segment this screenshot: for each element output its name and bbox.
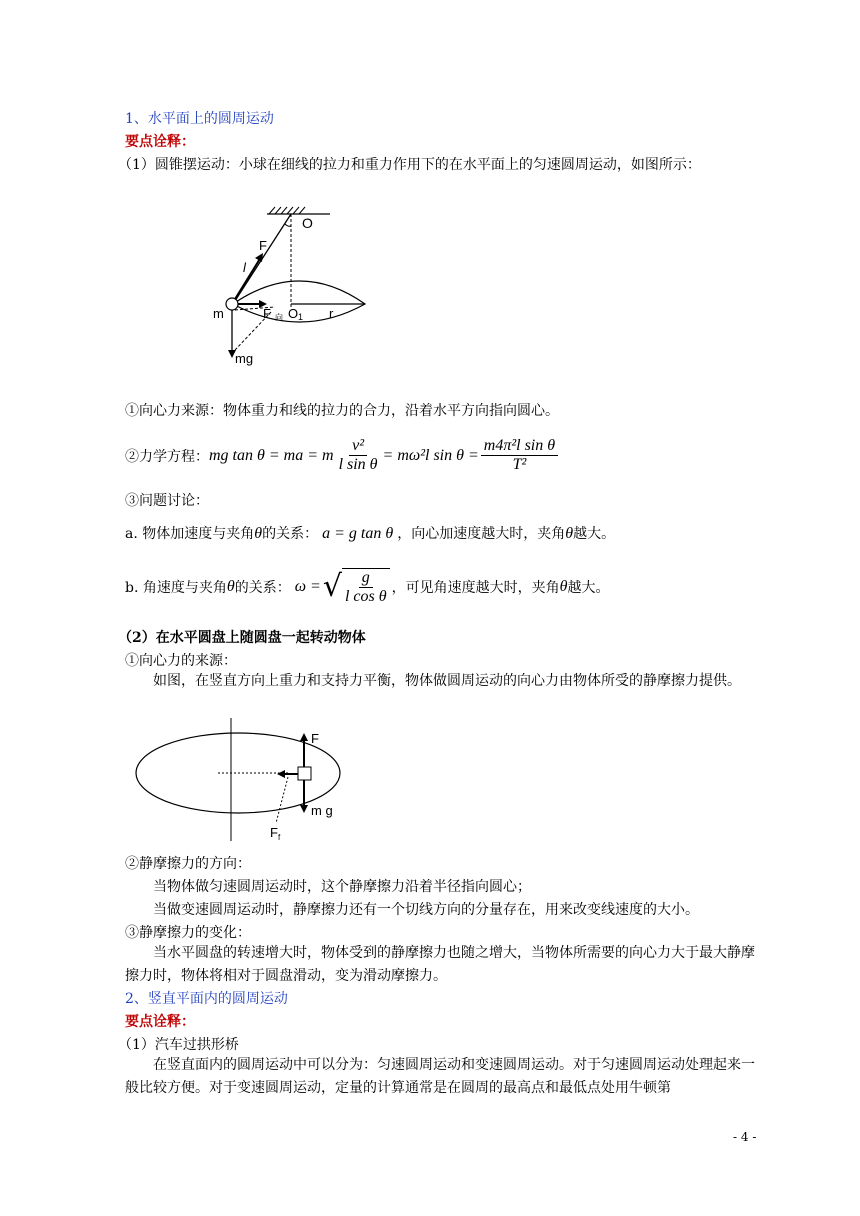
discussion-a-end: 越大。 <box>573 526 616 542</box>
fraction-omega <box>342 568 390 606</box>
fraction-v2-den: l sin θ <box>338 456 378 473</box>
change-heading: ③静摩擦力的变化： <box>125 925 251 941</box>
theta-symbol: θ <box>226 578 235 595</box>
label-r: r <box>329 306 334 321</box>
fraction-v2-num: v² <box>349 437 367 456</box>
label-Fn: F <box>263 306 271 321</box>
discussion-b-pre: b. 角速度与夹角 <box>125 580 227 596</box>
discussion-a-pre: a. 物体加速度与夹角 <box>125 526 255 542</box>
rotating-disk-diagram <box>130 715 350 845</box>
label-O1: O <box>288 306 299 321</box>
section-title-2: 2、竖直平面内的圆周运动 <box>125 991 288 1007</box>
fraction-period-num: m4π²l sin θ <box>481 437 558 456</box>
mechanics-equation <box>125 437 560 474</box>
vertical-motion-paragraph: 在竖直面内的圆周运动中可以分为：匀速圆周运动和变速圆周运动。对于匀速圆周运动处理起来一般比较方便。对于变速圆周运动，定量的计算通常是在圆周的最高点和最低点处用牛顿第 <box>125 1057 755 1096</box>
label-Ff: F <box>270 825 278 840</box>
change-paragraph: 当水平圆盘的转速增大时，物体受到的静摩擦力也随之增大，当物体所需要的向心力大于最大静摩擦力时，物体将相对于圆盘滑动，变为滑动摩擦力。 <box>125 945 755 984</box>
label-O: O <box>302 215 313 231</box>
label-mg-disk: m g <box>311 803 333 818</box>
direction-uniform: 当物体做匀速圆周运动时，这个静摩擦力沿着半径指向圆心； <box>153 879 531 895</box>
fraction-period <box>481 437 558 474</box>
theta-symbol: θ <box>565 525 574 542</box>
theta-symbol: θ <box>559 578 568 595</box>
label-F-disk: F <box>311 731 319 746</box>
item-rotating-disk: （2）在水平圆盘上随圆盘一起转动物体 <box>118 630 366 646</box>
omega-symbol: ω = <box>294 578 321 595</box>
label-F: F <box>259 238 267 253</box>
discussion-a-mid: 的关系： <box>262 526 319 542</box>
section-title-1: 1、水平面上的圆周运动 <box>125 111 274 127</box>
fraction-omega-num: g <box>359 569 373 588</box>
item-conical-pendulum: （1）圆锥摆运动：小球在细线的拉力和重力作用下的在水平面上的匀速圆周运动，如图所示： <box>118 157 701 173</box>
direction-heading: ②静摩擦力的方向： <box>125 856 251 872</box>
discussion-b-post: ，可见角速度越大时，夹角 <box>391 580 560 596</box>
equation-mid: = mω²l sin θ = <box>382 446 479 464</box>
discussion-b <box>125 568 609 606</box>
item-arch-bridge: （1）汽车过拱形桥 <box>118 1037 239 1053</box>
source-paragraph: 如图，在竖直方向上重力和支持力平衡，物体做圆周运动的向心力由物体所受的静摩擦力提供。 <box>153 673 741 689</box>
discussion-heading: ③问题讨论： <box>125 493 209 509</box>
fraction-period-den: T² <box>512 456 527 473</box>
label-m: m <box>213 306 224 321</box>
acceleration-formula: a = g tan θ <box>322 525 394 542</box>
key-points-heading-2: 要点诠释： <box>125 1014 195 1030</box>
centripetal-source-text: ①向心力来源：物体重力和线的拉力的合力，沿着水平方向指向圆心。 <box>125 403 559 419</box>
page-number: - 4 - <box>733 1130 757 1144</box>
equation-lhs: mg tan θ = ma = m <box>209 446 334 464</box>
label-O1-sub: 1 <box>298 312 304 322</box>
discussion-a <box>125 523 615 543</box>
label-mg: mg <box>235 351 254 366</box>
fraction-omega-den: l cos θ <box>344 588 387 605</box>
source-heading: ①向心力的来源： <box>125 653 237 669</box>
conical-pendulum-diagram <box>205 200 380 370</box>
theta-symbol: θ <box>254 525 263 542</box>
label-Ff-sub: f <box>278 833 281 842</box>
sqrt-sign: √ <box>322 569 342 604</box>
discussion-b-mid: 的关系： <box>234 580 291 596</box>
direction-variable: 当做变速圆周运动时，静摩擦力还有一个切线方向的分量存在，用来改变线速度的大小。 <box>153 902 699 918</box>
label-l: l <box>243 260 246 275</box>
equation-label: ②力学方程： <box>125 448 209 465</box>
discussion-a-post: ，向心加速度越大时，夹角 <box>397 526 566 542</box>
fraction-v2 <box>336 437 381 474</box>
label-Fn-sub: 向 <box>275 313 283 322</box>
discussion-b-end: 越大。 <box>567 580 610 596</box>
key-points-heading-1: 要点诠释： <box>125 134 195 150</box>
